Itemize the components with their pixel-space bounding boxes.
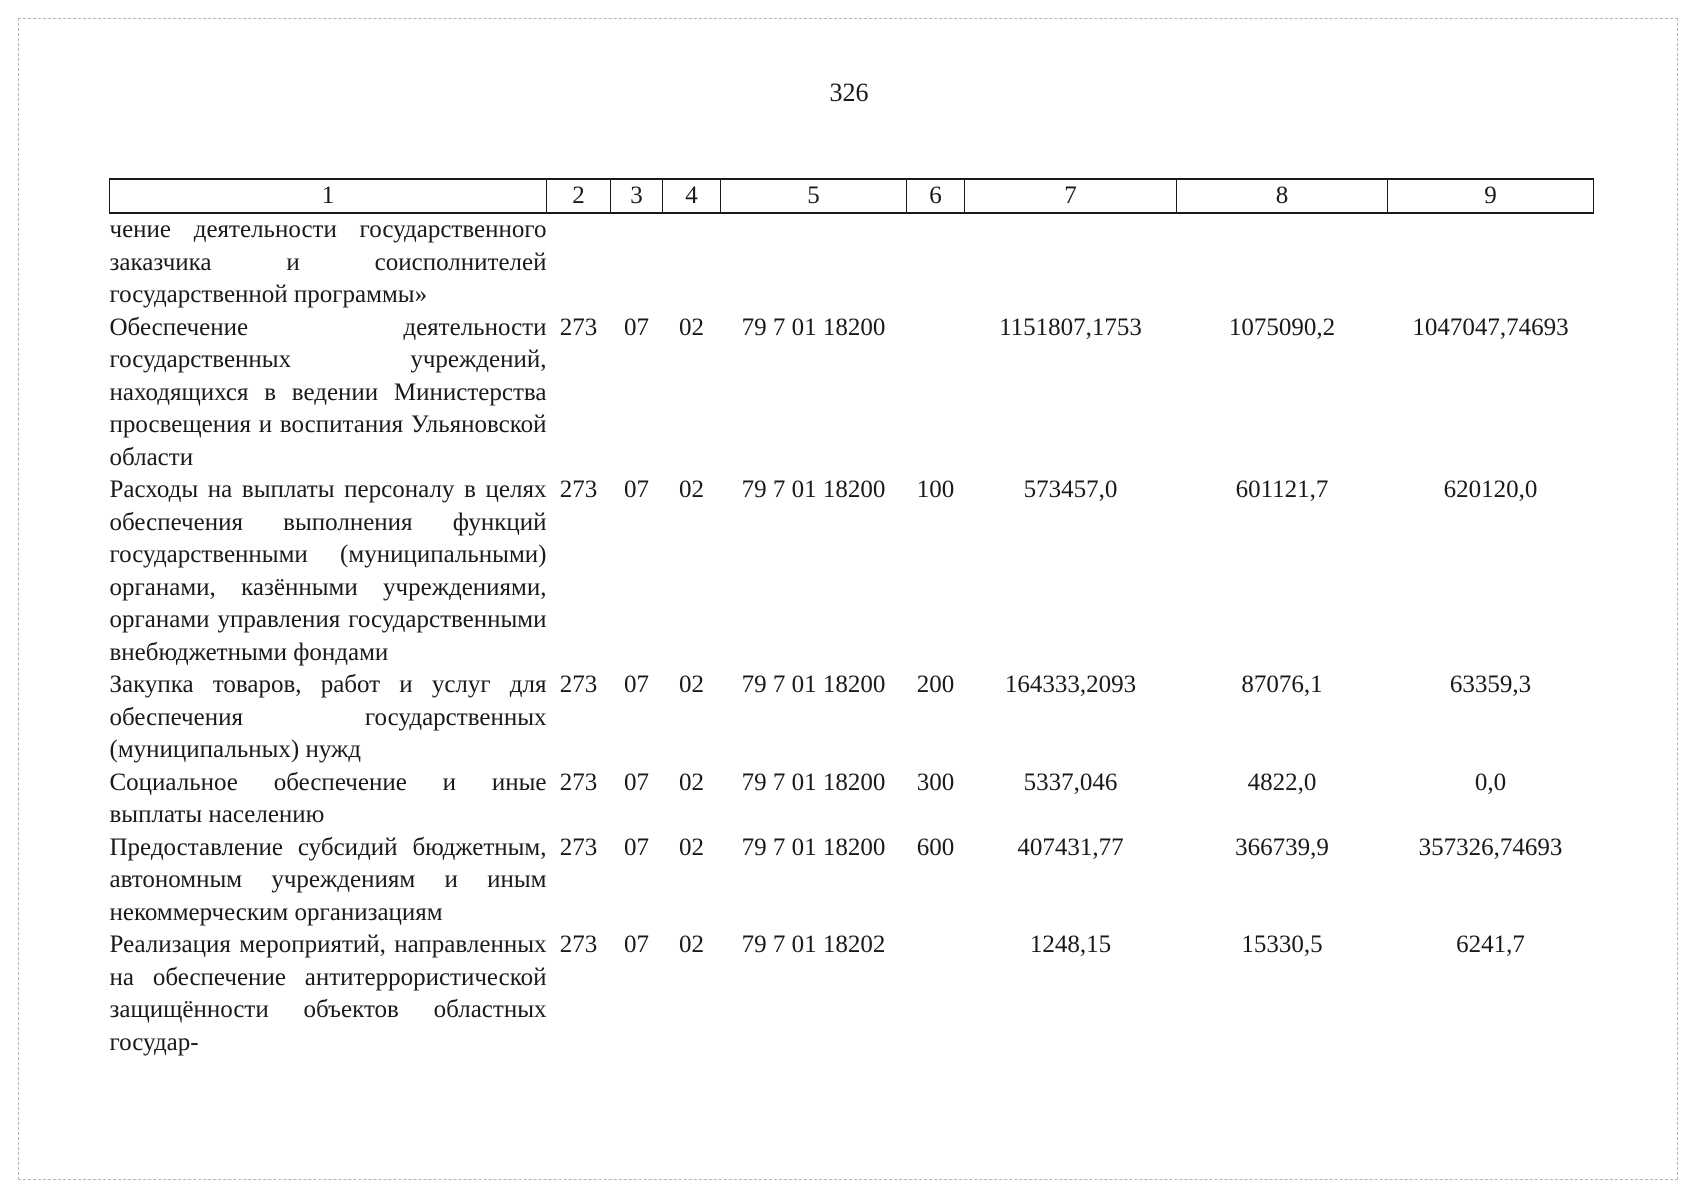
cell-amount-col9: 63359,3 — [1449, 671, 1532, 698]
cell-admin-code: 273 — [559, 671, 598, 698]
page-number: 326 — [829, 78, 869, 107]
table-row — [110, 832, 1594, 930]
cell-section: 07 — [624, 313, 649, 341]
cell-amount-col9: 0,0 — [1474, 768, 1507, 796]
cell-amount-col8: 87076,1 — [1241, 671, 1323, 698]
cell-target-article: 79 7 01 18200 — [741, 833, 886, 861]
cell-target-article — [721, 213, 907, 312]
cell-amount-col8: 366739,9 — [1235, 833, 1329, 861]
cell-section — [611, 213, 663, 312]
cell-admin-code: 273 — [559, 833, 598, 861]
cell-subsection — [663, 213, 721, 312]
cell-target-article: 79 7 01 18200 — [741, 671, 886, 698]
cell-amount-col8: 4822,0 — [1247, 768, 1317, 796]
cell-expense-type: 300 — [916, 768, 955, 796]
cell-subsection: 02 — [679, 768, 704, 796]
row-description: Предоставление субсидий бюджетным, автономным учреждениям и иным некоммерческим организациям — [109, 833, 547, 926]
table-row — [110, 767, 1594, 832]
cell-expense-type — [907, 929, 965, 1059]
cell-subsection: 02 — [679, 671, 704, 698]
column-header: 2 — [547, 179, 611, 213]
row-description: Реализация мероприятий, направленных на обеспечение антитеррористической защищённости объектов областных государ- — [109, 931, 547, 1056]
cell-amount-col7: 1248,15 — [1029, 931, 1112, 958]
cell-target-article: 79 7 01 18202 — [741, 931, 886, 958]
cell-amount-col7: 1151807,1753 — [999, 313, 1142, 341]
cell-admin-code: 273 — [559, 476, 598, 503]
cell-amount-col9: 357326,74693 — [1418, 833, 1563, 861]
table-row — [110, 312, 1594, 475]
cell-section: 07 — [624, 476, 649, 503]
column-header: 5 — [721, 179, 907, 213]
cell-amount-col9: 620120,0 — [1443, 476, 1538, 503]
cell-section: 07 — [624, 931, 649, 958]
cell-amount-col7: 5337,046 — [1023, 768, 1118, 796]
cell-expense-type: 600 — [916, 833, 955, 861]
cell-admin-code — [547, 213, 611, 312]
cell-admin-code: 273 — [559, 313, 598, 341]
row-description: Расходы на выплаты персоналу в целях обеспечения выполнения функций государственными (муниципальными) органами, казёнными учреждениями, органами управления государственными внебюджетными фондами — [109, 476, 547, 666]
cell-amount-col8 — [1177, 213, 1388, 312]
row-description: чение деятельности государственного заказчика и соисполнителей государственной программы» — [109, 216, 547, 308]
cell-target-article: 79 7 01 18200 — [741, 476, 886, 503]
cell-amount-col7: 573457,0 — [1023, 476, 1118, 503]
cell-target-article: 79 7 01 18200 — [741, 313, 886, 341]
budget-table — [109, 178, 1594, 1059]
cell-amount-col9: 6241,7 — [1456, 931, 1525, 958]
cell-amount-col7: 407431,77 — [1017, 833, 1124, 861]
row-description: Социальное обеспечение и иные выплаты населению — [109, 768, 547, 828]
column-header: 9 — [1388, 179, 1594, 213]
cell-amount-col9: 1047047,74693 — [1412, 313, 1569, 341]
header-row — [110, 179, 1594, 213]
cell-target-article: 79 7 01 18200 — [741, 768, 886, 796]
column-header: 6 — [907, 179, 965, 213]
cell-subsection: 02 — [679, 833, 704, 861]
cell-subsection: 02 — [679, 313, 704, 341]
column-header: 4 — [663, 179, 721, 213]
column-header: 1 — [110, 179, 547, 213]
cell-amount-col8: 601121,7 — [1235, 476, 1329, 503]
column-header: 3 — [611, 179, 663, 213]
cell-expense-type — [907, 312, 965, 475]
column-header: 8 — [1177, 179, 1388, 213]
cell-section: 07 — [624, 768, 649, 796]
cell-admin-code: 273 — [559, 931, 598, 958]
cell-amount-col7 — [965, 213, 1177, 312]
cell-section: 07 — [624, 833, 649, 861]
table-row — [110, 929, 1594, 1059]
column-header: 7 — [965, 179, 1177, 213]
row-description: Закупка товаров, работ и услуг для обеспечения государственных (муниципальных) нужд — [109, 671, 547, 763]
cell-expense-type: 200 — [916, 671, 955, 698]
cell-amount-col9 — [1388, 213, 1594, 312]
cell-amount-col8: 1075090,2 — [1228, 313, 1336, 341]
cell-subsection: 02 — [679, 476, 704, 503]
cell-amount-col7: 164333,2093 — [1004, 671, 1137, 698]
cell-admin-code: 273 — [559, 768, 598, 796]
row-description: Обеспечение деятельности государственных учреждений, находящихся в ведении Министерства просвещения и воспитания Ульяновской области — [109, 313, 547, 471]
table-row — [110, 669, 1594, 767]
cell-expense-type: 100 — [916, 476, 955, 503]
cell-section: 07 — [624, 671, 649, 698]
table-row — [110, 474, 1594, 669]
cell-expense-type — [907, 213, 965, 312]
cell-amount-col8: 15330,5 — [1241, 931, 1323, 958]
table-row — [110, 213, 1594, 312]
cell-subsection: 02 — [679, 931, 704, 958]
